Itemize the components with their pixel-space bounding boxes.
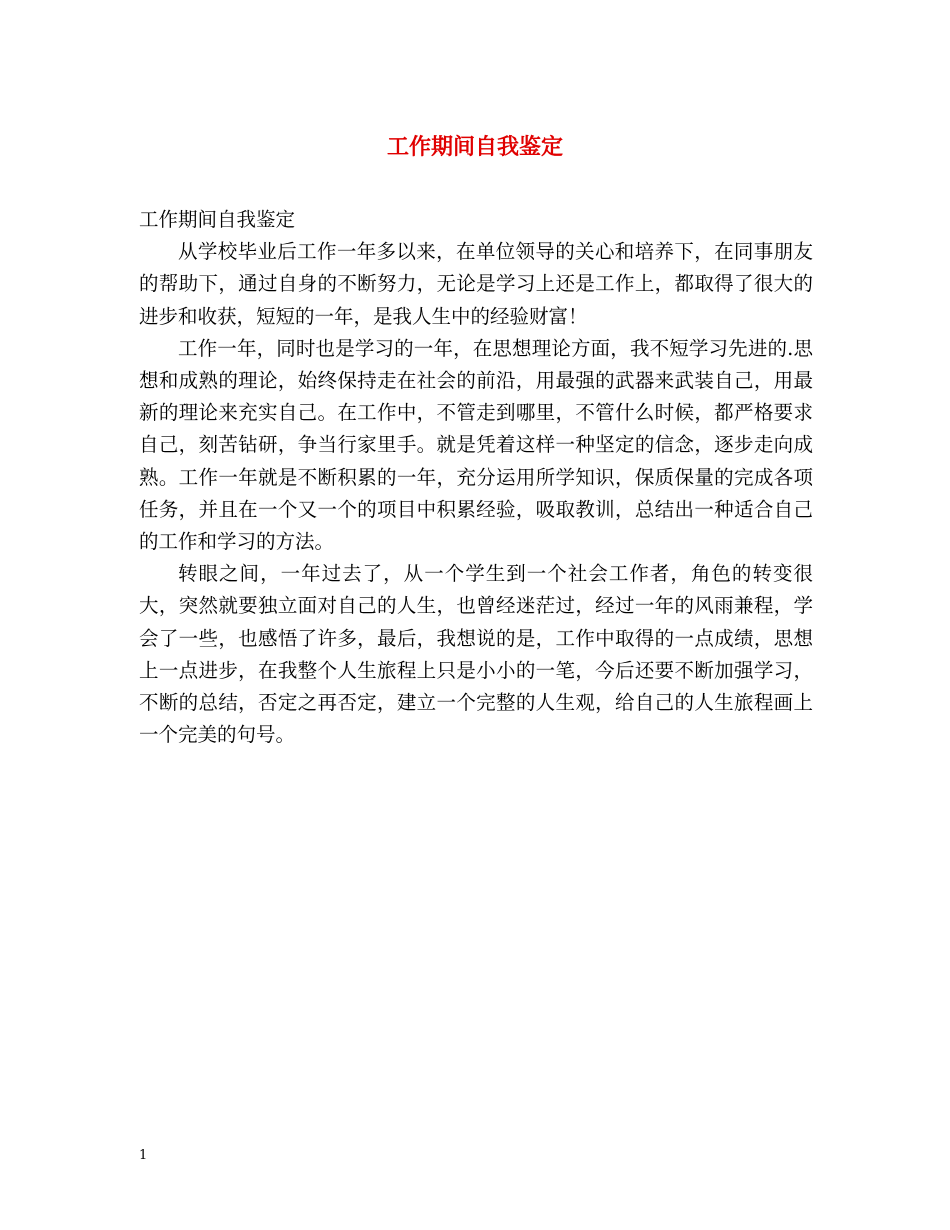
paragraph-3: 转眼之间，一年过去了，从一个学生到一个社会工作者，角色的转变很大，突然就要独立面对自己的人生，也曾经迷茫过，经过一年的风雨兼程，学会了一些，也感悟了许多，最后，我想说的是，工作中取得的一点成绩，思想上一点进步，在我整个人生旅程上只是小小的一笔，今后还要不断加强学习，不断的总结，否定之再否定，建立一个完整的人生观，给自己的人生旅程画上一个完美的句号。 (139, 562, 813, 747)
document-body (139, 204, 813, 751)
page-number: 1 (139, 1148, 148, 1163)
document-subtitle: 工作期间自我鉴定 (139, 208, 296, 231)
document-title: 工作期间自我鉴定 (386, 134, 563, 160)
paragraph-2: 工作一年，同时也是学习的一年，在思想理论方面，我不短学习先进的.思想和成熟的理论，始终保持走在社会的前沿，用最强的武器来武装自己，用最新的理论来充实自己。在工作中，不管走到哪里，不管什么时候，都严格要求自己，刻苦钻研，争当行家里手。就是凭着这样一种坚定的信念，逐步走向成熟。工作一年就是不断积累的一年，充分运用所学知识，保质保量的完成各项任务，并且在一个又一个的项目中积累经验，吸取教训，总结出一种适合自己的工作和学习的方法。 (139, 336, 813, 554)
paragraph-1: 从学校毕业后工作一年多以来，在单位领导的关心和培养下，在同事朋友的帮助下，通过自身的不断努力，无论是学习上还是工作上，都取得了很大的进步和收获，短短的一年，是我人生中的经验财富！ (139, 240, 813, 328)
